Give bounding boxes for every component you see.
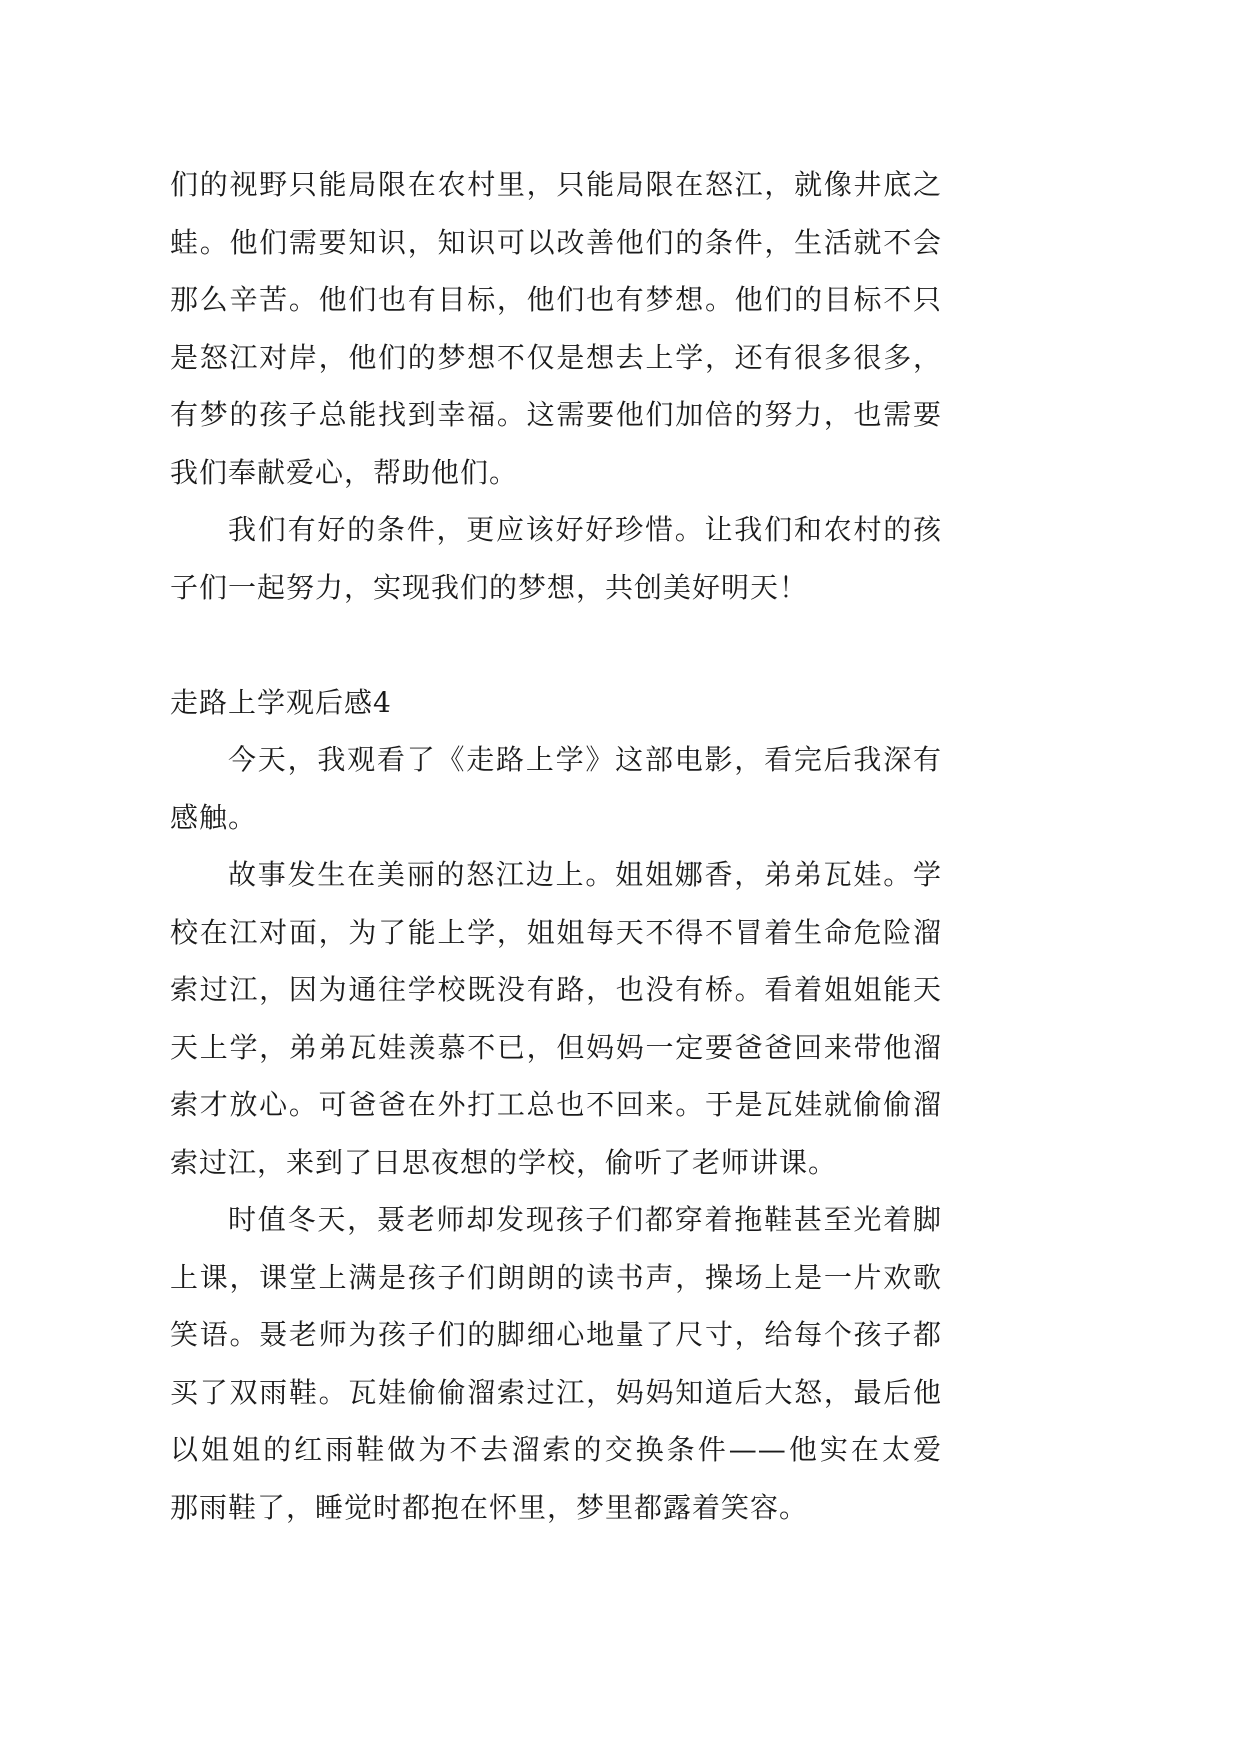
text-line: 那么辛苦。他们也有目标，他们也有梦想。他们的目标不只 [170, 283, 942, 316]
paragraph [170, 846, 942, 1191]
text-line: 我们奉献爱心，帮助他们。 [170, 455, 519, 489]
section-spacer [170, 616, 942, 674]
text-line: 时值冬天，聂老师却发现孩子们都穿着拖鞋甚至光着脚 [228, 1203, 942, 1236]
paragraph [170, 731, 942, 846]
text-line: 笑语。聂老师为孩子们的脚细心地量了尺寸，给每个孩子都 [170, 1318, 942, 1351]
text-line: 索过江，来到了日思夜想的学校，偷听了老师讲课。 [170, 1145, 838, 1179]
text-line: 那雨鞋了，睡觉时都抱在怀里，梦里都露着笑容。 [170, 1490, 809, 1524]
paragraph [170, 156, 942, 501]
text-line: 蛙。他们需要知识，知识可以改善他们的条件，生活就不会 [170, 225, 942, 259]
text-line: 故事发生在美丽的怒江边上。姐姐娜香，弟弟瓦娃。学 [228, 858, 942, 891]
text-line: 是怒江对岸，他们的梦想不仅是想去上学，还有很多很多， [170, 340, 942, 374]
text-line: 有梦的孩子总能找到幸福。这需要他们加倍的努力，也需要 [170, 398, 942, 431]
text-line: 我们有好的条件，更应该好好珍惜。让我们和农村的孩 [228, 513, 942, 546]
text-line: 今天，我观看了《走路上学》这部电影，看完后我深有 [228, 743, 942, 776]
paragraph [170, 501, 942, 616]
section-title: 走路上学观后感4 [170, 685, 392, 719]
text-line: 索过江，因为通往学校既没有路，也没有桥。看着姐姐能天 [170, 973, 942, 1006]
text-line: 买了双雨鞋。瓦娃偷偷溜索过江，妈妈知道后大怒，最后他 [170, 1375, 942, 1409]
text-line: 以姐姐的红雨鞋做为不去溜索的交换条件——他实在太爱 [170, 1433, 942, 1466]
document-page [170, 156, 942, 1536]
text-line: 索才放心。可爸爸在外打工总也不回来。于是瓦娃就偷偷溜 [170, 1088, 942, 1121]
text-line: 校在江对面，为了能上学，姐姐每天不得不冒着生命危险溜 [170, 915, 942, 949]
paragraph [170, 1191, 942, 1536]
text-line: 上课，课堂上满是孩子们朗朗的读书声，操场上是一片欢歌 [170, 1260, 942, 1294]
text-line: 感触。 [170, 800, 258, 834]
text-line: 子们一起努力，实现我们的梦想，共创美好明天！ [170, 570, 809, 604]
text-line: 们的视野只能局限在农村里，只能局限在怒江，就像井底之 [170, 168, 942, 201]
text-line: 天上学，弟弟瓦娃羡慕不已，但妈妈一定要爸爸回来带他溜 [170, 1030, 942, 1064]
